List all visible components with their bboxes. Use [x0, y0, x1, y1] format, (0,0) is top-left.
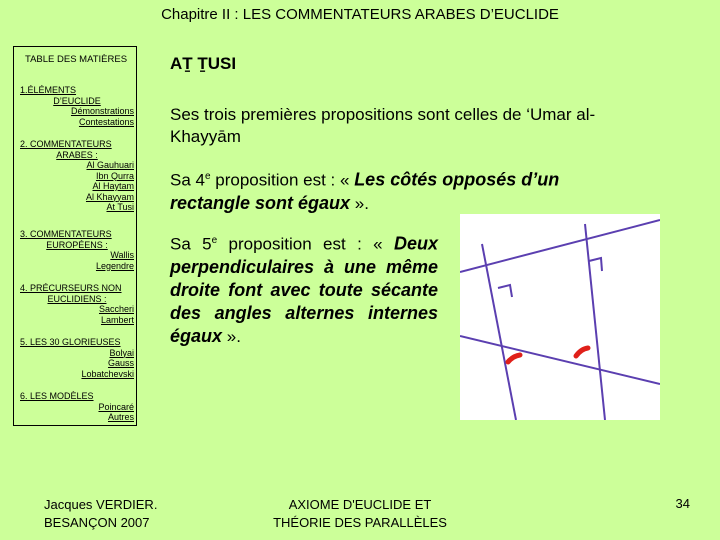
toc-link-wallis[interactable]: Wallis [110, 250, 134, 260]
toc-link-commentateurs-arabes[interactable]: 2. COMMENTATEURS [20, 139, 112, 149]
angle-mark-left [508, 355, 520, 362]
toc-link-euclide[interactable]: D’EUCLIDE [53, 95, 101, 106]
paragraph-proposition-4 [170, 166, 640, 215]
geometry-figure-svg [460, 214, 660, 420]
footer-title-line2: THÉORIE DES PARALLÈLES [273, 515, 447, 530]
line-right-perpendicular [585, 224, 605, 420]
toc-section-4 [20, 283, 134, 325]
page-number: 34 [675, 496, 690, 511]
p5-before: Sa 5 [170, 234, 212, 254]
paragraph-propositions: Ses trois premières propositions sont celles de ‘Umar al-Khayyām [170, 105, 596, 146]
toc-title: TABLE DES MATIÈRES [24, 54, 128, 65]
right-angle-mark-left [498, 285, 512, 297]
toc-link-al-haytam[interactable]: Al Haytam [92, 181, 134, 191]
slide-title: AṮ ṮUSI [170, 54, 237, 73]
toc-section-5 [20, 337, 134, 379]
toc-link-30-glorieuses[interactable]: 5. LES 30 GLORIEUSES [20, 337, 121, 347]
toc-link-europeens[interactable]: EUROPÉENS : [46, 239, 108, 250]
footer-title-line1: AXIOME D'EUCLIDE ET [288, 497, 432, 512]
table-of-contents [13, 46, 137, 426]
toc-link-al-khayyam[interactable]: Al Khayyam [85, 191, 134, 202]
toc-link-demonstrations[interactable]: Démonstrations [70, 106, 134, 116]
toc-section-2 [20, 139, 134, 213]
toc-link-lambert[interactable]: Lambert [100, 314, 134, 325]
toc-link-legendre[interactable]: Legendre [95, 260, 134, 271]
toc-link-elements[interactable]: 1.ÉLÉMENTS [20, 85, 77, 95]
toc-link-autres[interactable]: Autres [107, 412, 134, 422]
footer-author-name: Jacques VERDIER. [44, 497, 158, 512]
geometry-figure [460, 214, 660, 420]
p4-middle: proposition est : « [210, 170, 355, 190]
toc-link-al-gauhuari[interactable]: Al Gauhuari [86, 160, 134, 170]
p5-statement: Deux perpendiculaires à une même droite font avec toute sécante des angles alternes internes égaux [170, 233, 438, 346]
toc-link-lobatchevski[interactable]: Lobatchevski [81, 368, 134, 379]
toc-link-poincare[interactable]: Poincaré [98, 401, 134, 412]
toc-link-modeles[interactable]: 6. LES MODÈLES [20, 391, 94, 401]
toc-link-at-tusi[interactable]: At Tusi [106, 202, 134, 212]
toc-section-3 [20, 229, 134, 271]
footer-title [250, 496, 470, 532]
right-angle-mark-right [589, 258, 602, 271]
toc-section-1 [20, 85, 134, 127]
toc-link-precurseurs[interactable]: 4. PRÉCURSEURS NON [20, 283, 122, 293]
footer-author-place: BESANÇON 2007 [44, 515, 150, 530]
toc-link-euclidiens[interactable]: EUCLIDIENS : [47, 293, 107, 304]
toc-link-ibn-qurra[interactable]: Ibn Qurra [95, 170, 134, 181]
toc-link-arabes[interactable]: ARABES : [56, 149, 98, 160]
toc-section-6 [20, 391, 134, 423]
chapter-title: Chapitre II : LES COMMENTATEURS ARABES D’EUCLIDE [161, 6, 559, 23]
angle-mark-right [576, 348, 588, 356]
line-left-perpendicular [482, 244, 516, 420]
p4-before: Sa 4 [170, 170, 205, 190]
line-secant [460, 336, 660, 384]
paragraph-proposition-5 [170, 230, 438, 348]
toc-link-bolyai[interactable]: Bolyai [109, 347, 134, 358]
toc-link-gauss[interactable]: Gauss [107, 358, 134, 368]
toc-link-commentateurs-europeens[interactable]: 3. COMMENTATEURS [20, 229, 112, 239]
p4-statement: Les côtés opposés d’un rectangle sont égaux [170, 169, 560, 213]
toc-link-saccheri[interactable]: Saccheri [98, 304, 134, 314]
p5-sup: e [211, 235, 218, 246]
p5-after: ». [222, 326, 241, 346]
p4-sup: e [204, 171, 211, 182]
footer-author [44, 496, 157, 532]
p5-middle: proposition est : « [217, 234, 394, 254]
line-common-perpendicular [460, 220, 660, 272]
toc-link-contestations[interactable]: Contestations [78, 116, 134, 127]
p4-after: ». [350, 193, 369, 213]
